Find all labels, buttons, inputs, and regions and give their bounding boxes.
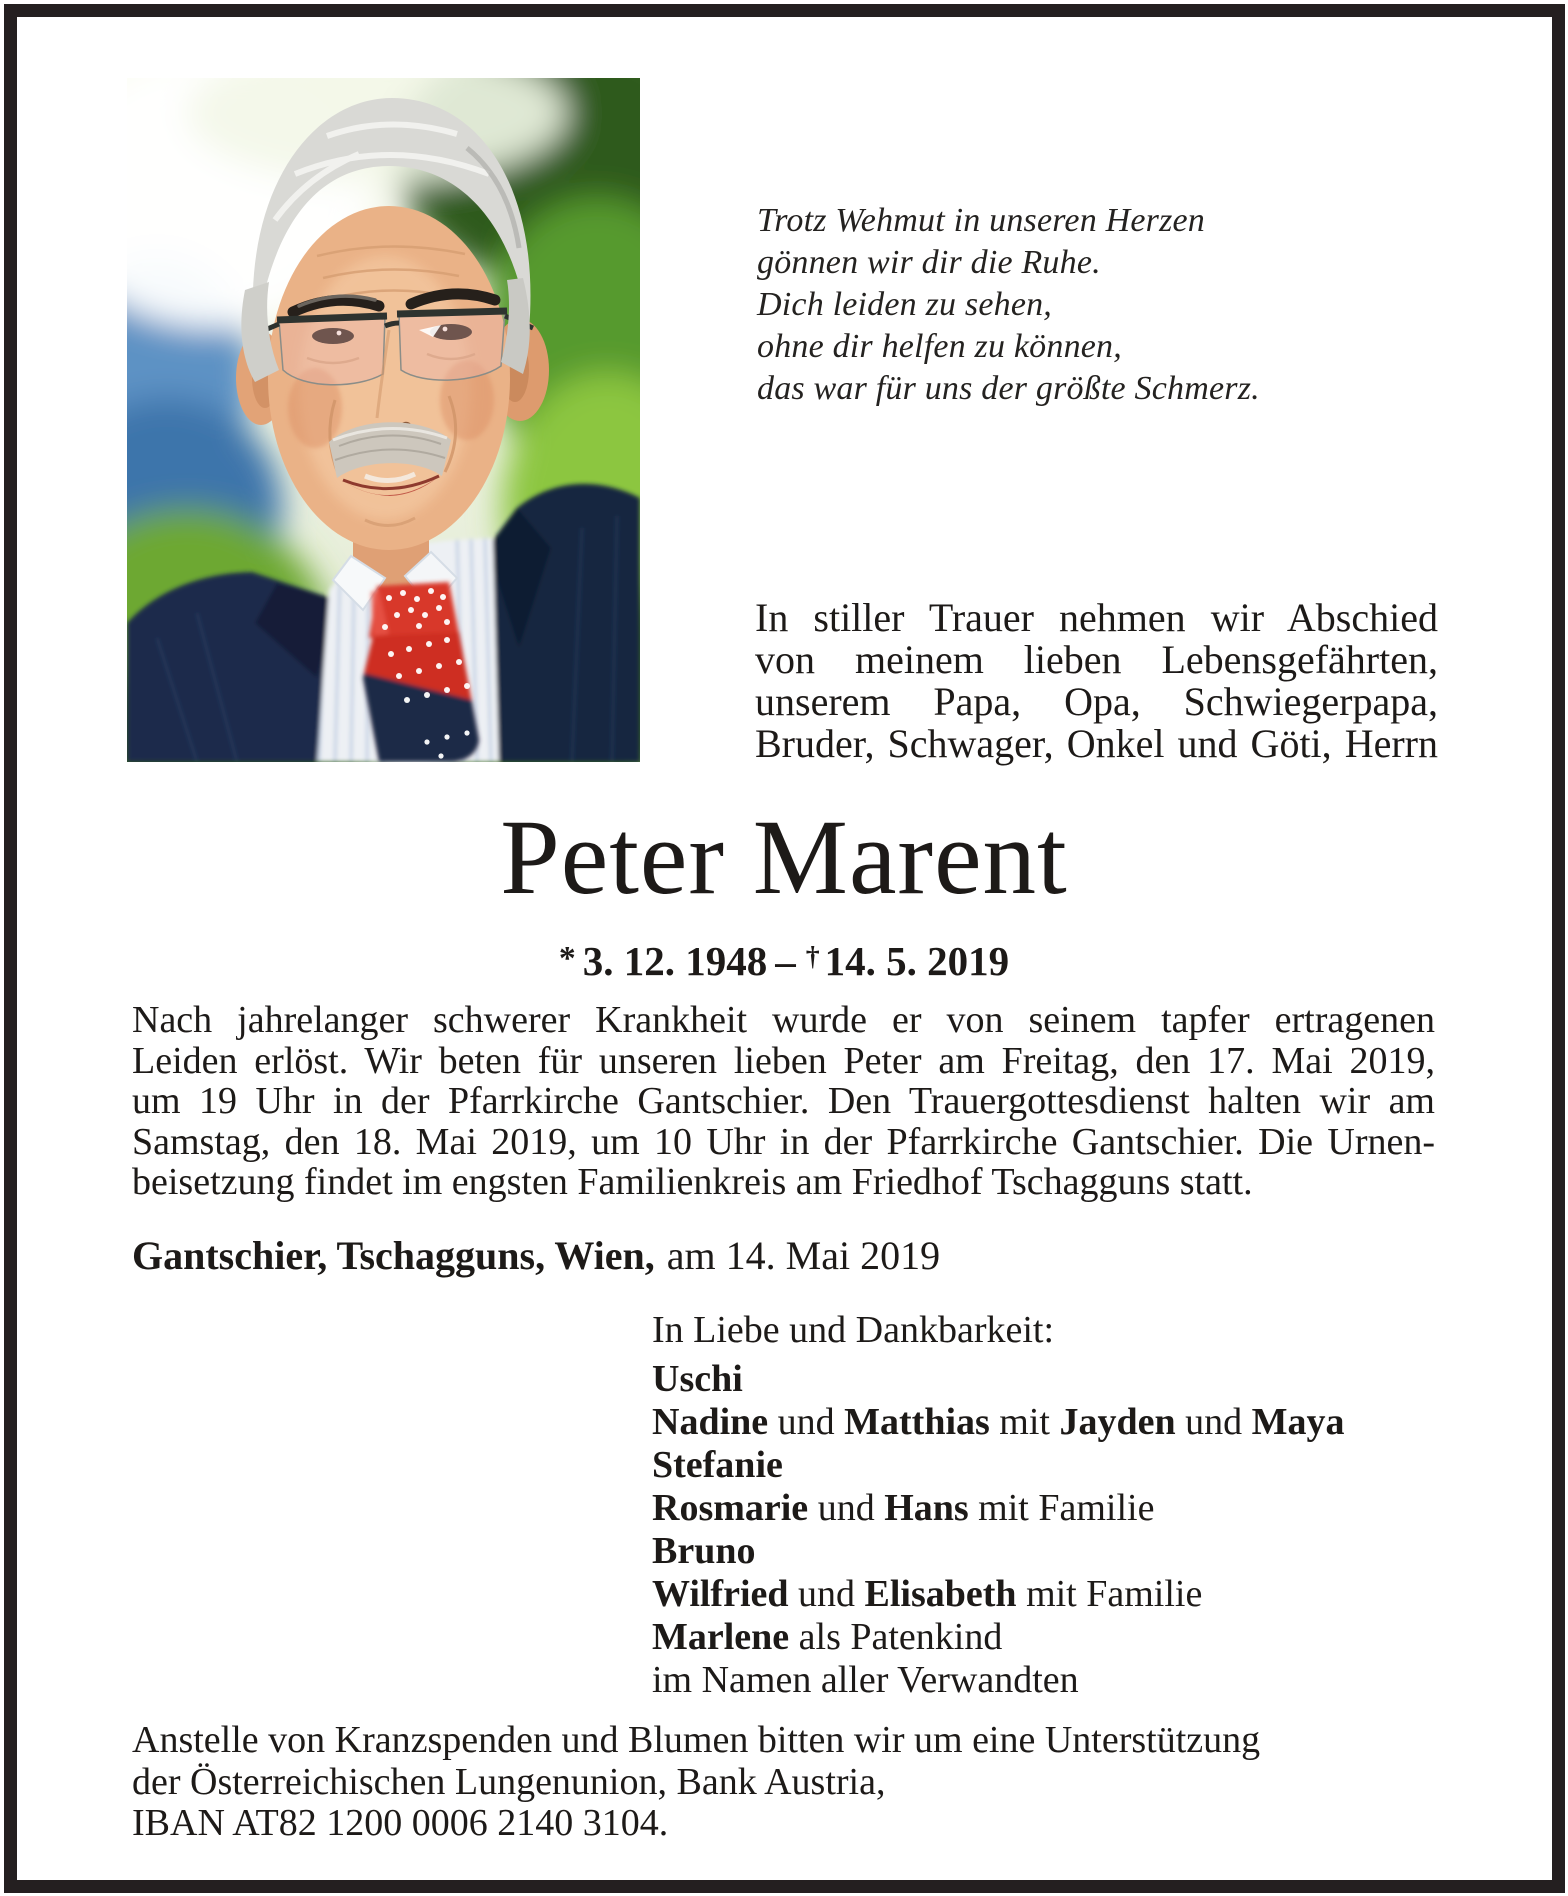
family-line (652, 1444, 1345, 1487)
text-line: Bruder, Schwager, Onkel und Göti, Herrn (755, 721, 1438, 766)
text-line: unserem Papa, Opa, Schwiegerpapa, (755, 679, 1438, 724)
birth-star-symbol: * (558, 939, 576, 977)
family-line (652, 1358, 1345, 1401)
death-date: 14. 5. 2019 (824, 938, 1010, 985)
deceased-name: Peter Marent (500, 799, 1068, 917)
death-dagger-symbol: † (805, 941, 820, 972)
family-line (652, 1401, 1345, 1444)
family-member-name: Bruno (652, 1530, 756, 1572)
text-line: gönnen wir dir die Ruhe. (757, 244, 1101, 281)
obituary-paragraph (132, 1000, 1435, 1203)
text-line: der Österreichischen Lungenunion, Bank Austria, (132, 1760, 886, 1803)
family-line-text: und (808, 1487, 885, 1529)
family-line (652, 1573, 1345, 1616)
family-member-name: Uschi (652, 1358, 743, 1400)
family-line-text: mit Familie (1016, 1573, 1203, 1615)
family-member-name: Wilfried (652, 1573, 789, 1615)
family-line (652, 1530, 1345, 1573)
family-line-text: mit Familie (968, 1487, 1155, 1529)
text-line: ohne dir helfen zu können, (757, 328, 1122, 365)
family-member-name: Maya (1251, 1401, 1345, 1443)
family-list (652, 1358, 1345, 1702)
family-member-name: Jayden (1059, 1401, 1176, 1443)
family-member-name: Stefanie (652, 1444, 783, 1486)
closing-heading: In Liebe und Dankbarkeit: (652, 1309, 1055, 1351)
intro-paragraph (755, 597, 1438, 765)
text-line: Anstelle von Kranzspenden und Blumen bitten wir um eine Unterstützung (132, 1719, 1261, 1761)
family-member-name: Matthias (844, 1401, 990, 1443)
text-line: Nach jahrelanger schwerer Krankheit wurde er von seinem tapfer ertragenen (132, 999, 1435, 1041)
place-date-line (132, 1233, 940, 1279)
birth-date: 3. 12. 1948 (582, 938, 768, 985)
text-line: um 19 Uhr in der Pfarrkirche Gantschier. Den Trauergottesdienst halten wir am (132, 1080, 1435, 1122)
family-line (652, 1659, 1345, 1702)
text-line: beisetzung findet im engsten Familienkreis am Friedhof Tschagguns statt. (132, 1161, 1253, 1203)
family-member-name: Elisabeth (864, 1573, 1017, 1615)
text-line: von meinem lieben Lebensgefährten, (755, 637, 1438, 682)
family-line-text: mit (989, 1401, 1060, 1443)
family-member-name: Marlene (652, 1616, 790, 1658)
family-member-name: Nadine (652, 1401, 769, 1443)
family-line-text: und (768, 1401, 845, 1443)
family-line-text: und (788, 1573, 865, 1615)
family-line (652, 1487, 1345, 1530)
text-line: Dich leiden zu sehen, (757, 286, 1053, 323)
text-line: Leiden erlöst. Wir beten für unseren lieben Peter am Freitag, den 17. Mai 2019, (132, 1039, 1435, 1082)
text-line: IBAN AT82 1200 0006 2140 3104. (132, 1802, 669, 1844)
donation-note (132, 1720, 1260, 1845)
family-line-text: und (1175, 1401, 1252, 1443)
dates-separator: – (775, 938, 796, 985)
announcement-date: am 14. Mai 2019 (666, 1233, 941, 1278)
text-line: das war für uns der größte Schmerz. (757, 370, 1260, 407)
family-member-name: Rosmarie (652, 1487, 809, 1529)
places: Gantschier, Tschagguns, Wien, (132, 1233, 655, 1278)
portrait-photo (127, 78, 640, 762)
family-member-name: Hans (884, 1487, 969, 1529)
vital-dates (0, 932, 1568, 986)
condolence-poem (757, 200, 1260, 410)
text-line: In stiller Trauer nehmen wir Abschied (755, 595, 1438, 640)
family-line (652, 1616, 1345, 1659)
family-line-text: im Namen aller Verwandten (652, 1659, 1079, 1701)
text-line: Samstag, den 18. Mai 2019, um 10 Uhr in der Pfarrkirche Gantschier. Die Urnen- (132, 1120, 1435, 1163)
text-line: Trotz Wehmut in unseren Herzen (757, 202, 1205, 239)
family-line-text: als Patenkind (789, 1616, 1003, 1658)
